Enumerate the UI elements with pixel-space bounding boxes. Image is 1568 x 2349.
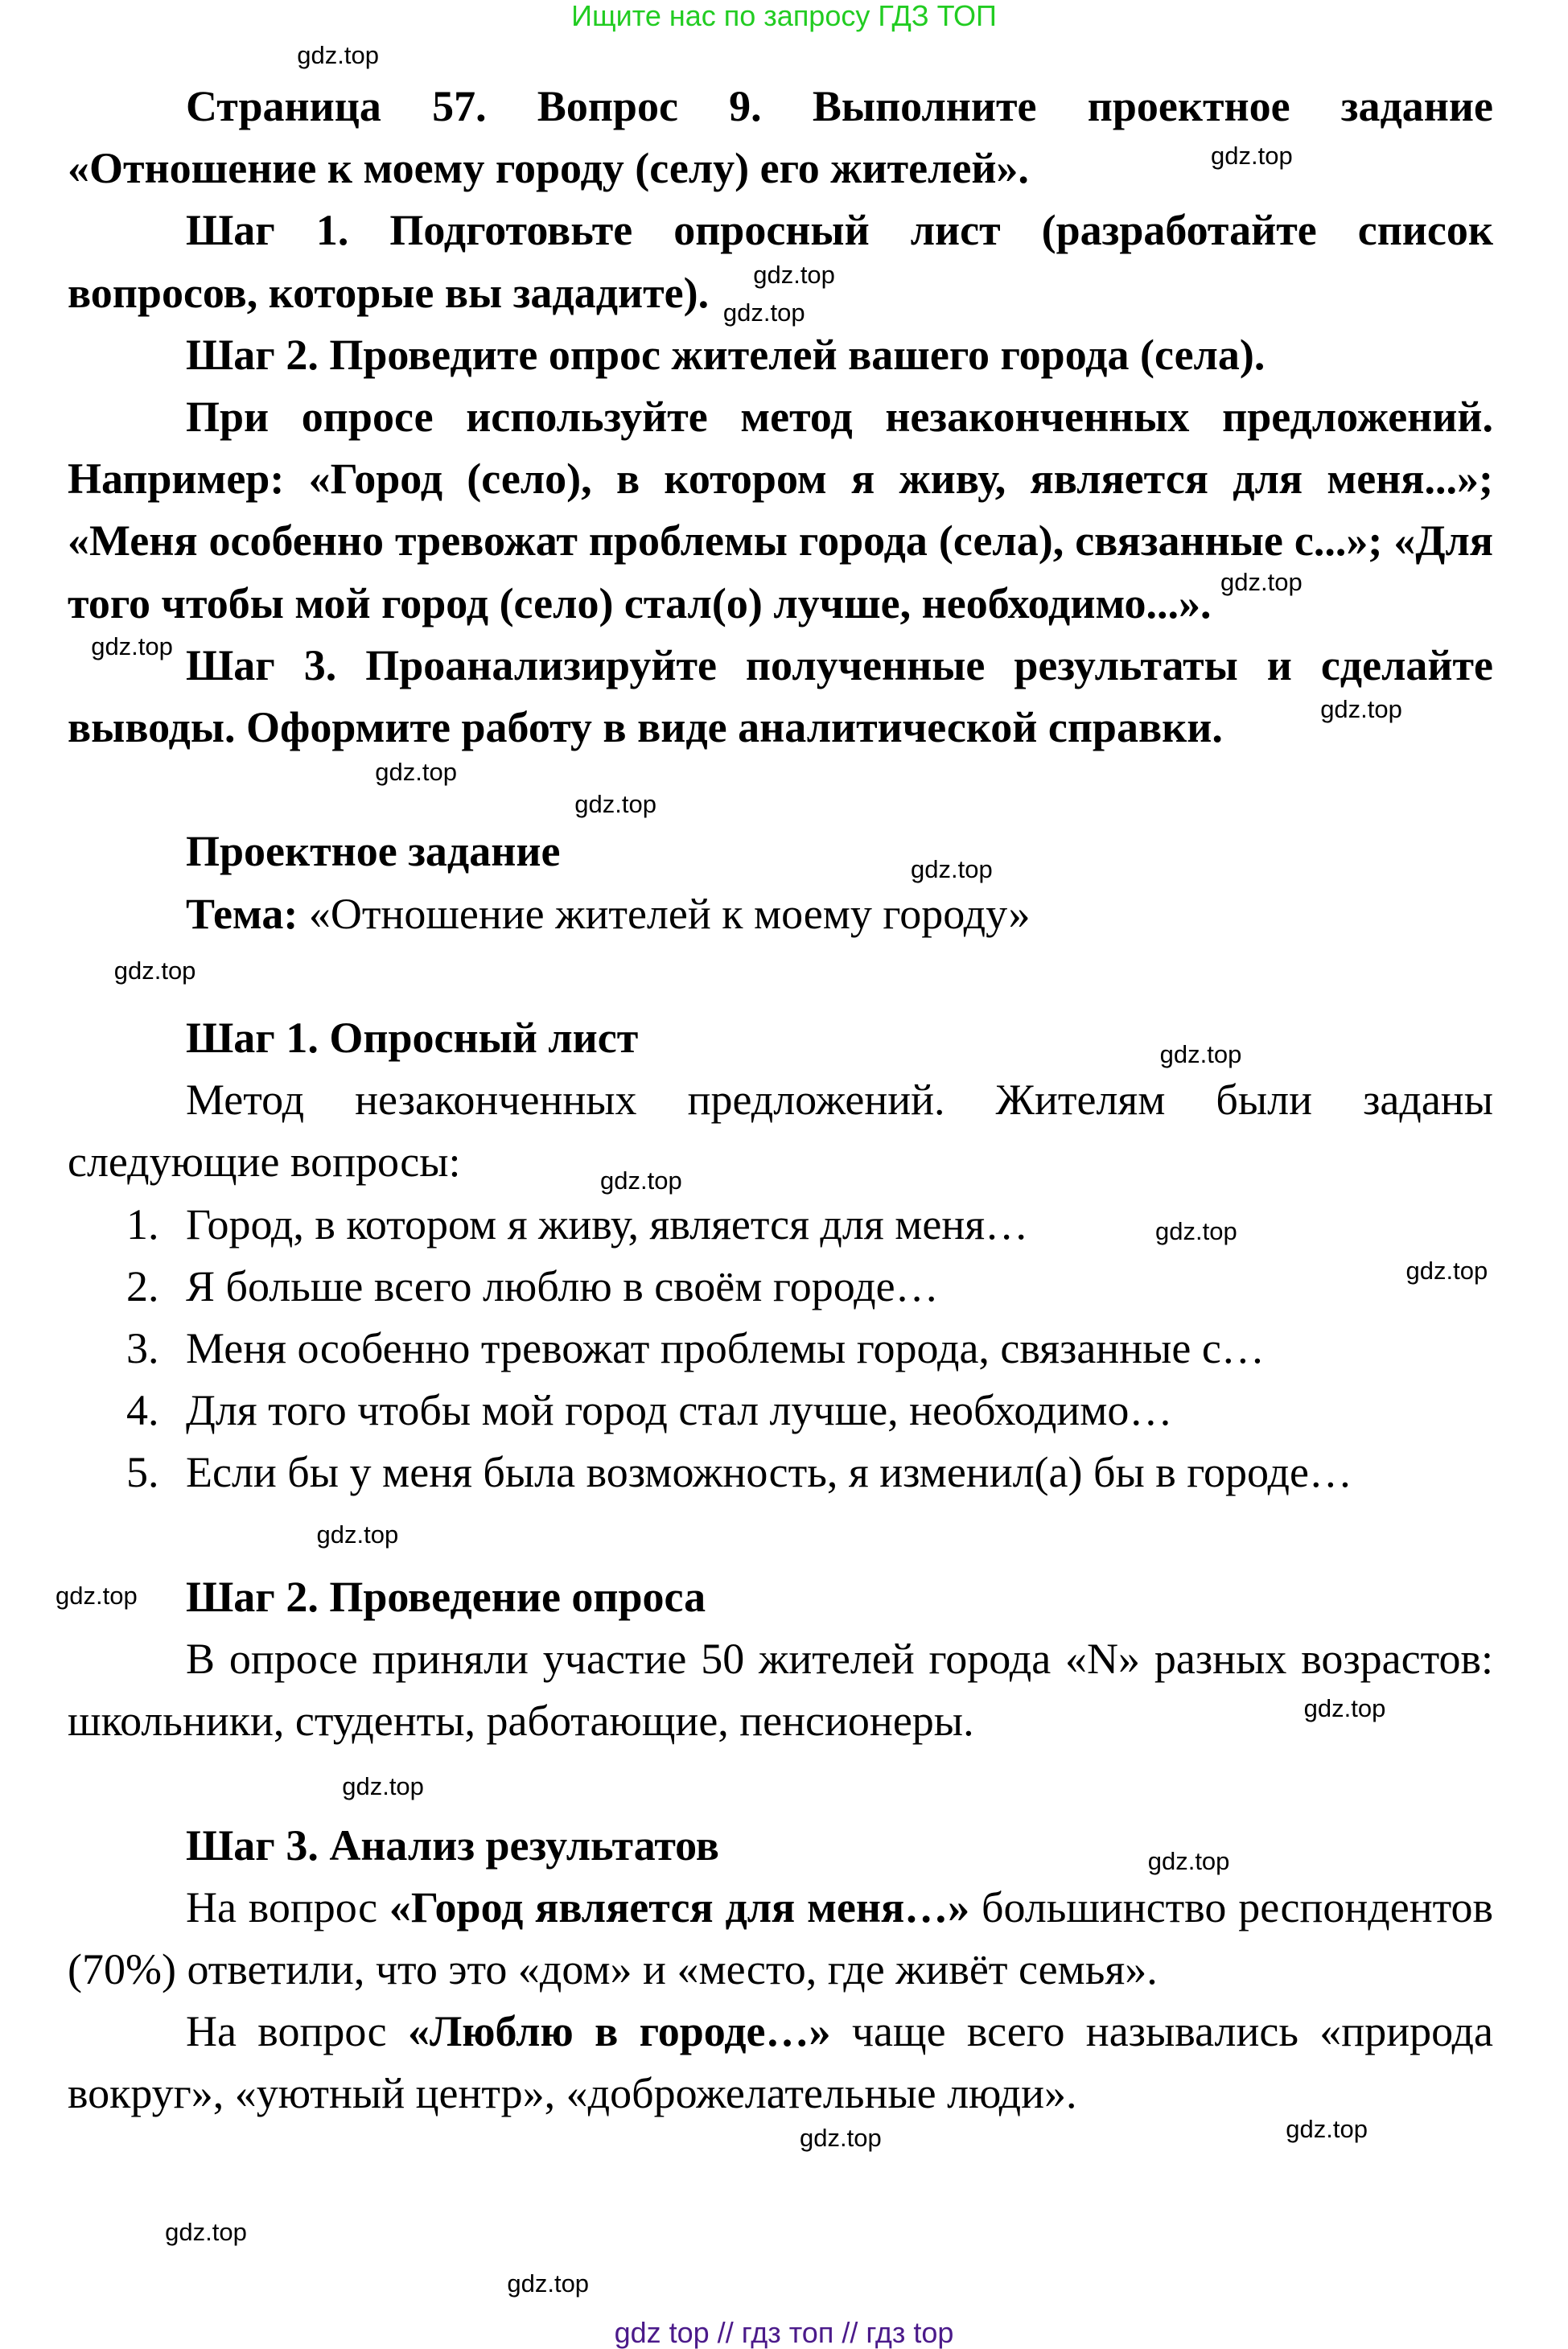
watermark: gdz.top bbox=[316, 1520, 399, 1549]
watermark: gdz.top bbox=[375, 757, 457, 786]
watermark: gdz.top bbox=[800, 2124, 882, 2153]
watermark: gdz.top bbox=[1320, 695, 1402, 724]
watermark: gdz.top bbox=[1147, 1847, 1230, 1876]
watermark: gdz.top bbox=[1220, 567, 1303, 596]
step1-text: Метод незаконченных предложений. Жителям были заданы следующие вопросы: bbox=[68, 1076, 1493, 1187]
answer-theme bbox=[68, 883, 1493, 945]
watermark: gdz.top bbox=[722, 298, 805, 327]
top-banner: Ищите нас по запросу ГДЗ ТОП bbox=[571, 0, 997, 32]
bottom-banner: gdz top // гдз топ // гдз top bbox=[614, 2316, 954, 2349]
watermark: gdz.top bbox=[600, 1166, 682, 1195]
task-method: При опросе используйте метод незаконченных предложений. Например: «Город (село), в котором я живу, является для меня...»; «Меня особенно тревожат проблемы города (села), связанные с...»; «Для того чтобы мой город (село) стал(о) лучше, необходимо...». bbox=[68, 393, 1493, 627]
watermark: gdz.top bbox=[113, 956, 196, 985]
watermark: gdz.top bbox=[1155, 1217, 1237, 1246]
watermark: gdz.top bbox=[165, 2218, 247, 2247]
watermark: gdz.top bbox=[507, 2269, 590, 2298]
theme-label: Тема: bbox=[186, 889, 298, 938]
step2-text: В опросе приняли участие 50 жителей города «N» разных возрастов: школьники, студенты, работающие, пенсионеры. bbox=[68, 1635, 1493, 1746]
list-item: 2. Я больше всего люблю в своём городе… bbox=[126, 1261, 939, 1310]
watermark: gdz.top bbox=[753, 261, 835, 290]
analysis-1: На вопрос «Город является для меня…» большинство респондентов (70%) ответили, что это «дом» и «место, где живёт семья». bbox=[68, 1882, 1493, 1994]
watermark: gdz.top bbox=[56, 1582, 138, 1611]
task-intro: Страница 57. Вопрос 9. Выполните проектное задание «Отношение к моему городу (селу) его жителей». bbox=[68, 82, 1493, 193]
watermark: gdz.top bbox=[1303, 1694, 1386, 1723]
list-item: 3. Меня особенно тревожат проблемы города, связанные с… bbox=[126, 1324, 1265, 1373]
watermark: gdz.top bbox=[911, 854, 993, 883]
watermark: gdz.top bbox=[91, 632, 173, 661]
task-step-3: Шаг 3. Проанализируйте полученные результаты и сделайте выводы. Оформите работу в виде аналитической справки. bbox=[68, 640, 1493, 752]
task-step-1: Шаг 1. Подготовьте опросный лист (разработайте список вопросов, которые вы зададите). bbox=[68, 206, 1493, 317]
step2-title: Шаг 2. Проведение опроса bbox=[186, 1572, 706, 1621]
watermark: gdz.top bbox=[1159, 1040, 1242, 1069]
list-item: 1. Город, в котором я живу, является для меня… bbox=[126, 1199, 1029, 1249]
step1-title: Шаг 1. Опросный лист bbox=[186, 1014, 639, 1063]
watermark: gdz.top bbox=[1286, 2114, 1368, 2143]
theme-text: «Отношение жителей к моему городу» bbox=[298, 889, 1031, 938]
list-item: 4. Для того чтобы мой город стал лучше, необходимо… bbox=[126, 1386, 1173, 1435]
step3-title: Шаг 3. Анализ результатов bbox=[186, 1820, 719, 1870]
watermark: gdz.top bbox=[342, 1772, 424, 1801]
watermark: gdz.top bbox=[1405, 1256, 1488, 1285]
document-body bbox=[68, 76, 1493, 2125]
list-item: 5. Если бы у меня была возможность, я изменил(а) бы в городе… bbox=[126, 1448, 1352, 1497]
analysis-2: На вопрос «Люблю в городе…» чаще всего назывались «природа вокруг», «уютный центр», «доброжелательные люди». bbox=[68, 2007, 1493, 2118]
watermark: gdz.top bbox=[574, 789, 656, 818]
answer-title: Проектное задание bbox=[186, 827, 561, 876]
watermark: gdz.top bbox=[297, 41, 379, 70]
task-step-2: Шаг 2. Проведите опрос жителей вашего города (села). bbox=[186, 330, 1266, 379]
watermark: gdz.top bbox=[1211, 142, 1293, 171]
